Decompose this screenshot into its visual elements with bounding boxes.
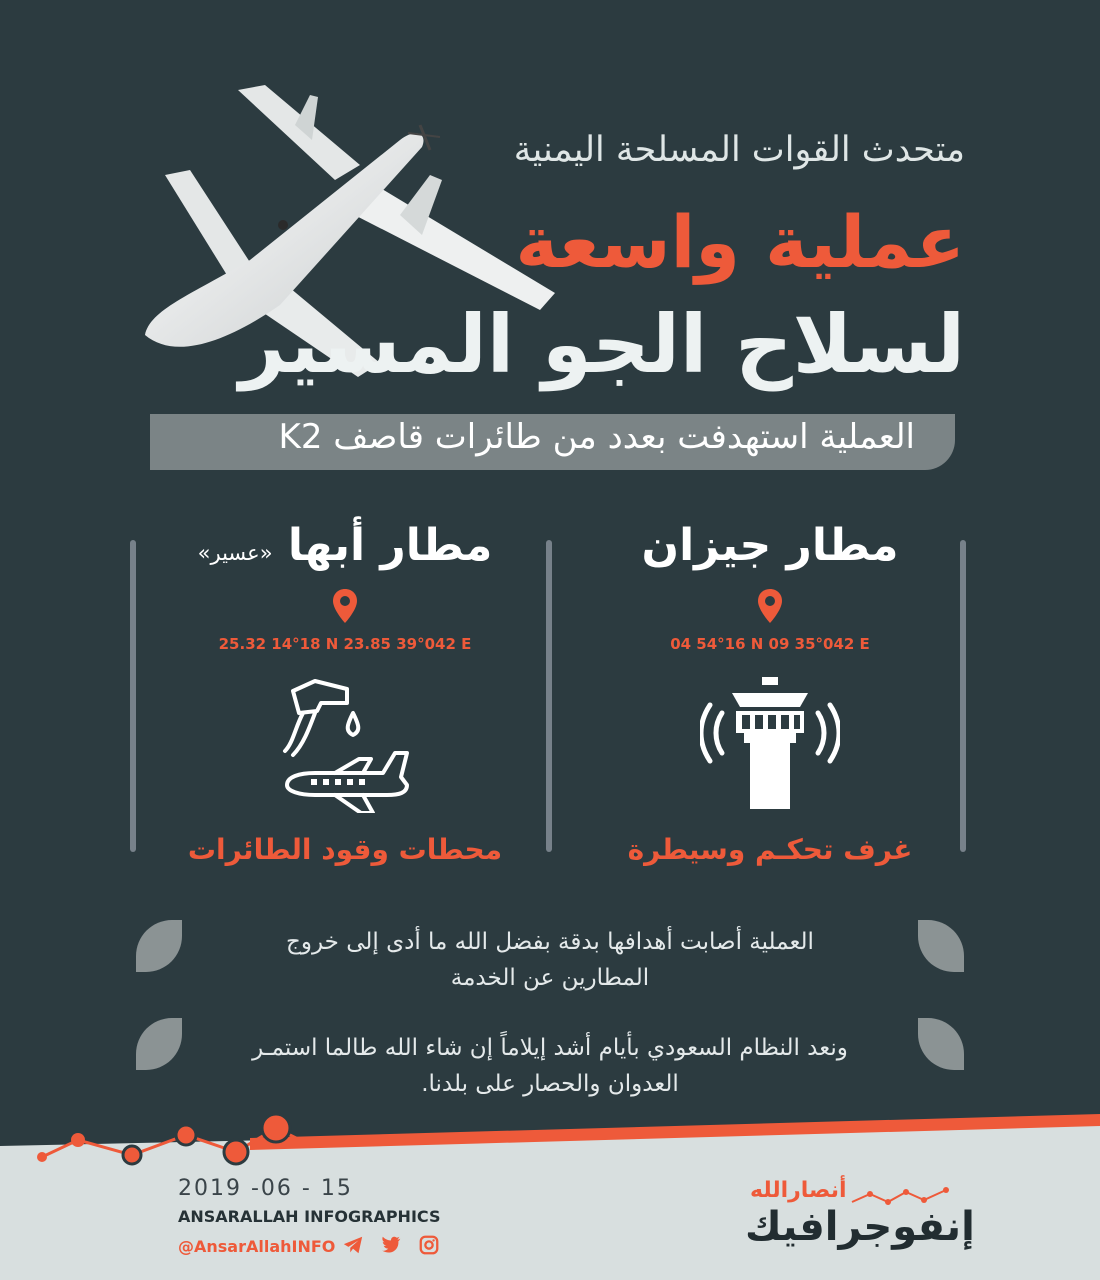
publish-date: 2019 -06 - 15: [178, 1176, 353, 1201]
target-jizan: [580, 520, 960, 866]
brand-name: ANSARALLAH INFOGRAPHICS: [178, 1207, 441, 1226]
twitter-icon[interactable]: [380, 1234, 402, 1256]
note-warning: ونعد النظام السعودي بأيام أشد إيلاماً إن شاء الله طالما استمـر العدوان والحصار على بلدنا.: [252, 1035, 848, 1097]
target-abha: [155, 520, 535, 866]
logo-bottom-text: إنفوجرافيك: [745, 1204, 975, 1250]
banner-text: العملية استهدفت بعدد من طائرات قاصف K2: [278, 417, 915, 457]
divider-middle: [546, 540, 552, 852]
headline-line-2: لسلاح الجو المسير: [239, 298, 965, 391]
divider-left: [130, 540, 136, 852]
control-tower-icon: [700, 673, 840, 813]
leaf-bullet-right: [918, 920, 964, 972]
target-type-label: غرف تحكـم وسيطرة: [627, 833, 913, 866]
instagram-icon[interactable]: [418, 1234, 440, 1256]
logo-top-text: أنصارالله: [750, 1178, 847, 1203]
coordinates: 25.32 14°18 N 23.85 39°042 E: [218, 635, 472, 653]
location-pin-icon: [333, 589, 357, 623]
note-result: العملية أصابت أهدافها بدقة بفضل الله ما أدى إلى خروج المطارين عن الخدمة: [286, 929, 814, 991]
leaf-bullet-left: [136, 920, 182, 972]
fuel-station-plane-icon: [275, 673, 415, 813]
coordinates: 04 54°16 N 09 35°042 E: [670, 635, 870, 653]
airport-name: [155, 520, 535, 571]
airport-region-note: «عسير»: [197, 541, 273, 565]
airport-name: مطار جيزان: [641, 520, 899, 571]
spokesman-subtitle: متحدث القوات المسلحة اليمنية: [513, 130, 965, 170]
divider-right: [960, 540, 966, 852]
telegram-icon[interactable]: [342, 1234, 364, 1256]
location-pin-icon: [758, 589, 782, 623]
social-handle[interactable]: @AnsarAllahINFO: [178, 1237, 336, 1256]
airport-name-text: مطار أبها: [287, 520, 493, 571]
target-type-label: محطات وقود الطائرات: [187, 833, 503, 866]
leaf-bullet-right: [918, 1018, 964, 1070]
headline-line-1: عملية واسعة: [515, 200, 965, 284]
leaf-bullet-left: [136, 1018, 182, 1070]
